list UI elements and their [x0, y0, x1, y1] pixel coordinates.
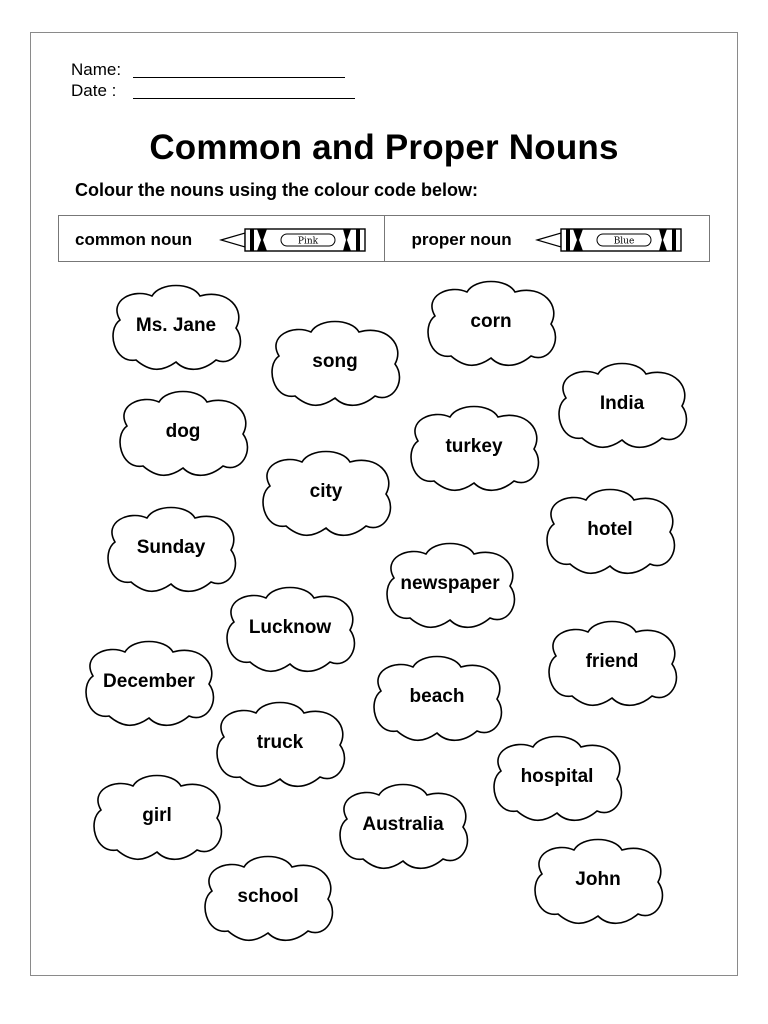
noun-word[interactable]: girl [142, 805, 172, 826]
legend-proper-label: proper noun [411, 230, 512, 249]
crayon-label-blue: Blue [613, 236, 634, 247]
page-title: Common and Proper Nouns [149, 128, 619, 167]
noun-word[interactable]: turkey [445, 436, 503, 457]
noun-word[interactable]: beach [409, 686, 465, 707]
noun-word[interactable]: city [309, 481, 343, 502]
noun-word[interactable]: newspaper [400, 573, 500, 594]
noun-word[interactable]: hospital [520, 766, 594, 787]
date-label: Date : [71, 81, 117, 100]
crayon-label-pink: Pink [297, 236, 319, 247]
noun-word[interactable]: Sunday [136, 537, 206, 558]
noun-word[interactable]: school [237, 886, 299, 907]
noun-word[interactable]: Ms. Jane [135, 315, 217, 336]
noun-word[interactable]: hotel [587, 519, 633, 540]
noun-word[interactable]: December [103, 671, 195, 692]
instruction-text: Colour the nouns using the colour code below: [75, 180, 478, 200]
noun-word[interactable]: truck [256, 732, 304, 753]
name-label: Name: [71, 60, 122, 79]
noun-word[interactable]: friend [585, 651, 639, 672]
noun-word[interactable]: John [575, 869, 621, 890]
noun-word[interactable]: song [312, 351, 358, 372]
noun-word[interactable]: Australia [362, 814, 444, 835]
noun-word[interactable]: corn [470, 311, 512, 332]
noun-word[interactable]: dog [165, 421, 201, 442]
noun-word[interactable]: Lucknow [248, 617, 332, 638]
legend-common-label: common noun [75, 230, 193, 249]
noun-word[interactable]: India [599, 393, 645, 414]
